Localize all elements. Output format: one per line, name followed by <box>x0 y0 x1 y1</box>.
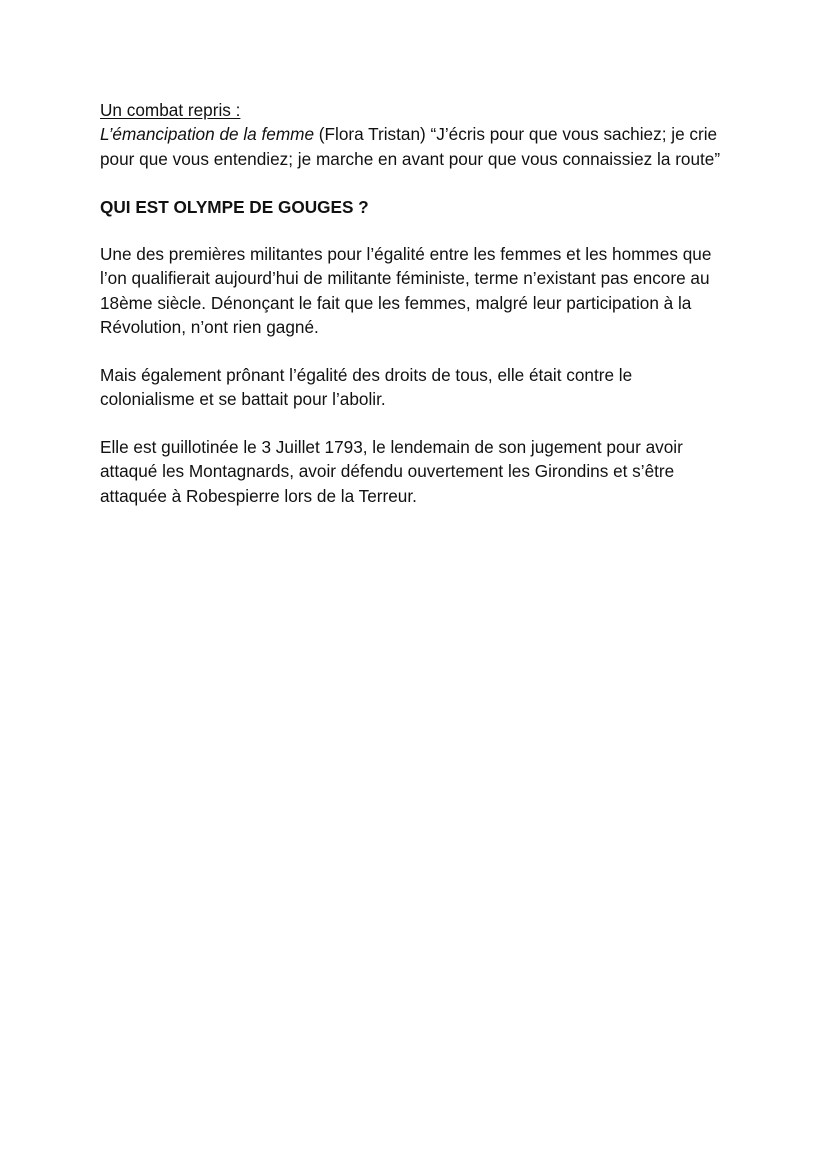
intro-block <box>100 98 730 171</box>
section-title: Un combat repris : <box>100 100 241 120</box>
paragraph-3: Elle est guillotinée le 3 Juillet 1793, le lendemain de son jugement pour avoir attaqué les Montagnards, avoir défendu ouvertement les Girondins et s’être attaquée à Robespierre lors de la Terreur. <box>100 436 683 506</box>
quote-author: (Flora Tristan) <box>314 124 431 145</box>
quote-text: “J’écris pour que vous sachiez; je crie pour que vous entendiez; je marche en avant pour que vous connaissiez la route” <box>100 124 721 169</box>
quote-line <box>100 124 720 168</box>
document-body <box>100 98 730 508</box>
paragraph-2: Mais également prônant l’égalité des droits de tous, elle était contre le colonialisme et se battait pour l’abolir. <box>100 364 633 410</box>
paragraph-1: Une des premières militantes pour l’égalité entre les femmes et les hommes que l’on qualifierait aujourd’hui de militante féministe, terme n’existant pas encore au 18ème siècle. Dénonçant le fait que les femmes, malgré leur participation à la Révolution, n’ont rien gagné. <box>100 244 712 338</box>
work-title: L’émancipation de la femme <box>100 124 315 145</box>
page-heading: QUI EST OLYMPE DE GOUGES ? <box>100 196 369 217</box>
